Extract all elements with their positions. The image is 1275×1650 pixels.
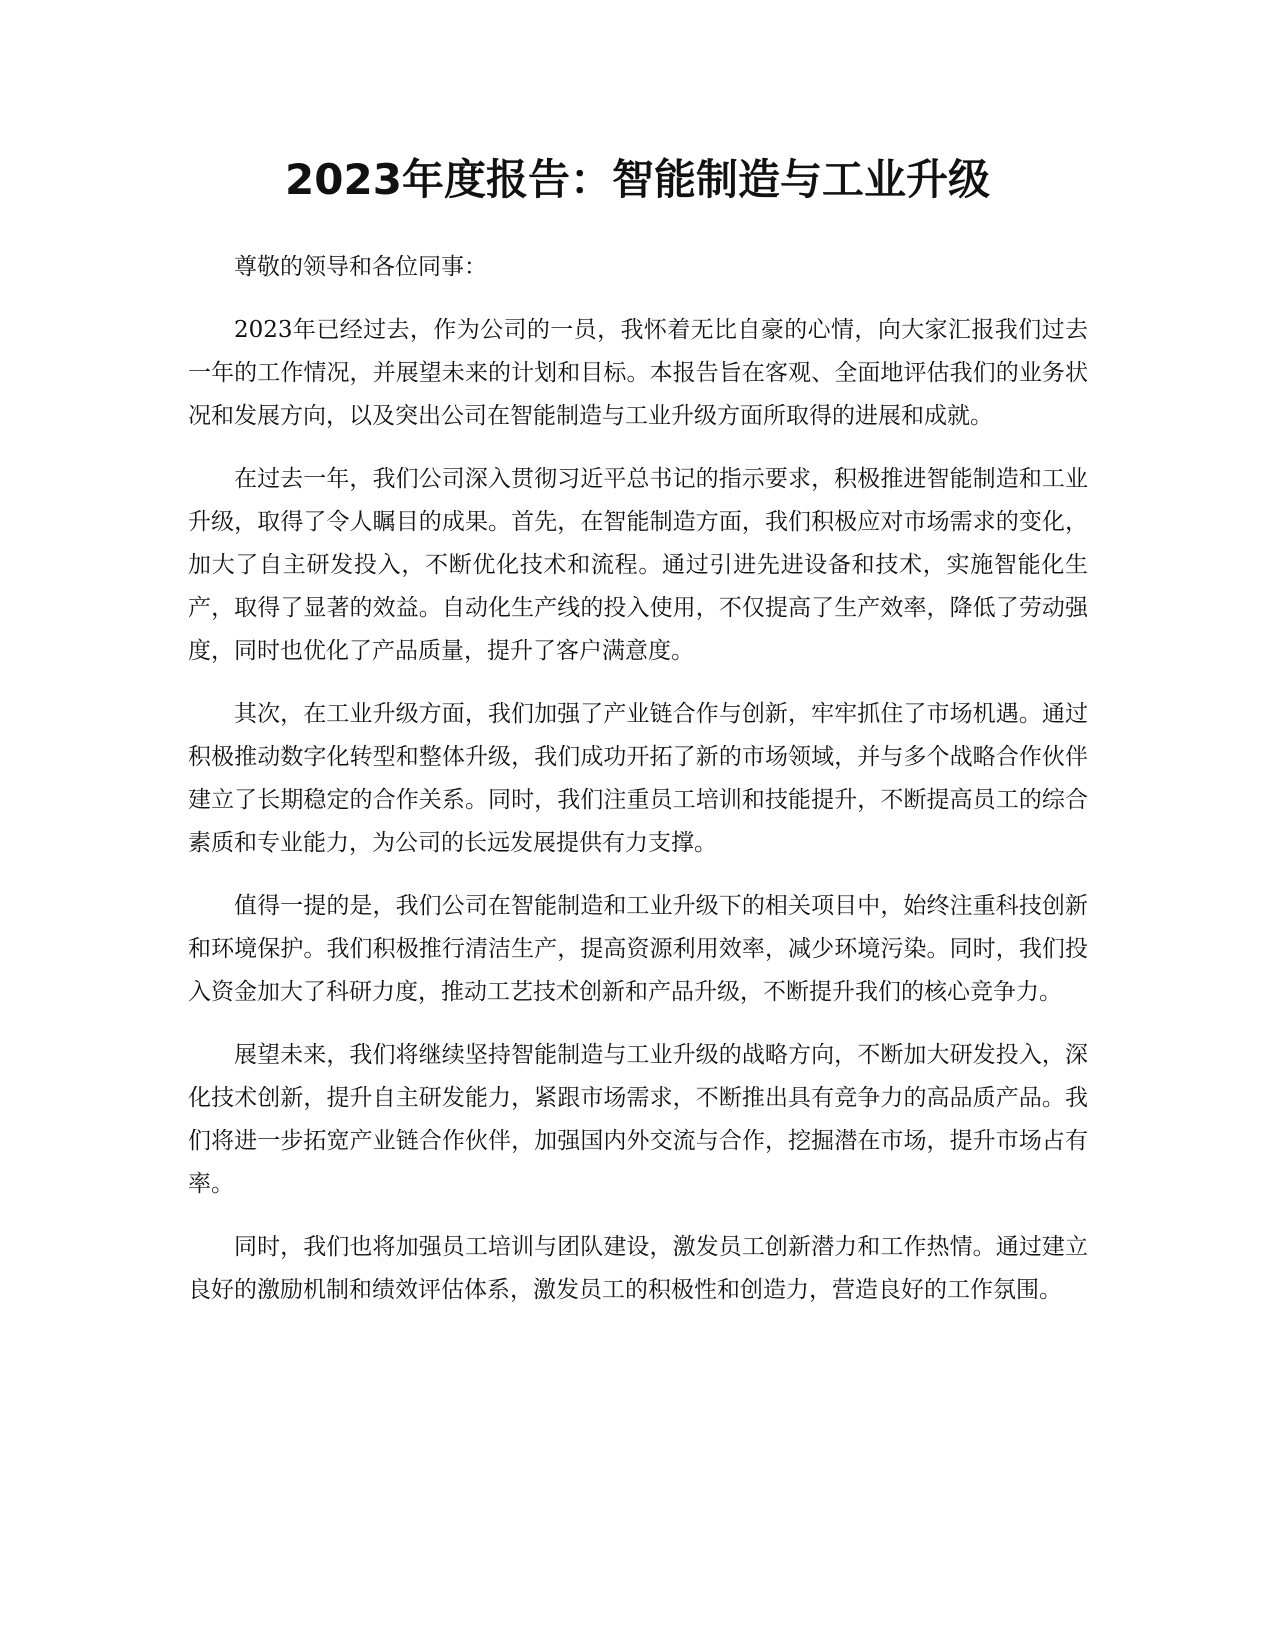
paragraph-innovation-environment: 值得一提的是，我们公司在智能制造和工业升级下的相关项目中，始终注重科技创新和环境保护。我们积极推行清洁生产，提高资源利用效率，减少环境污染。同时，我们投入资金加大了科研力度，推动工艺技术创新和产品升级，不断提升我们的核心竞争力。	[188, 893, 1088, 1005]
document-title: 2023年度报告：智能制造与工业升级	[285, 155, 990, 204]
document-body	[188, 246, 1088, 1332]
paragraph-intelligent-manufacturing: 在过去一年，我们公司深入贯彻习近平总书记的指示要求，积极推进智能制造和工业升级，取得了令人瞩目的成果。首先，在智能制造方面，我们积极应对市场需求的变化，加大了自主研发投入，不断优化技术和流程。通过引进先进设备和技术，实施智能化生产，取得了显著的效益。自动化生产线的投入使用，不仅提高了生产效率，降低了劳动强度，同时也优化了产品质量，提升了客户满意度。	[188, 466, 1088, 664]
paragraph-salutation: 尊敬的领导和各位同事：	[234, 254, 487, 280]
paragraph-team-building: 同时，我们也将加强员工培训与团队建设，激发员工创新潜力和工作热情。通过建立良好的激励机制和绩效评估体系，激发员工的积极性和创造力，营造良好的工作氛围。	[188, 1234, 1088, 1303]
paragraph-outlook: 展望未来，我们将继续坚持智能制造与工业升级的战略方向，不断加大研发投入，深化技术创新，提升自主研发能力，紧跟市场需求，不断推出具有竞争力的高品质产品。我们将进一步拓宽产业链合作伙伴，加强国内外交流与合作，挖掘潜在市场，提升市场占有率。	[188, 1042, 1088, 1197]
paragraph-intro: 2023年已经过去，作为公司的一员，我怀着无比自豪的心情，向大家汇报我们过去一年的工作情况，并展望未来的计划和目标。本报告旨在客观、全面地评估我们的业务状况和发展方向，以及突出公司在智能制造与工业升级方面所取得的进展和成就。	[188, 317, 1088, 429]
paragraph-industrial-upgrade: 其次，在工业升级方面，我们加强了产业链合作与创新，牢牢抓住了市场机遇。通过积极推动数字化转型和整体升级，我们成功开拓了新的市场领域，并与多个战略合作伙伴建立了长期稳定的合作关系。同时，我们注重员工培训和技能提升，不断提高员工的综合素质和专业能力，为公司的长远发展提供有力支撑。	[188, 701, 1088, 856]
